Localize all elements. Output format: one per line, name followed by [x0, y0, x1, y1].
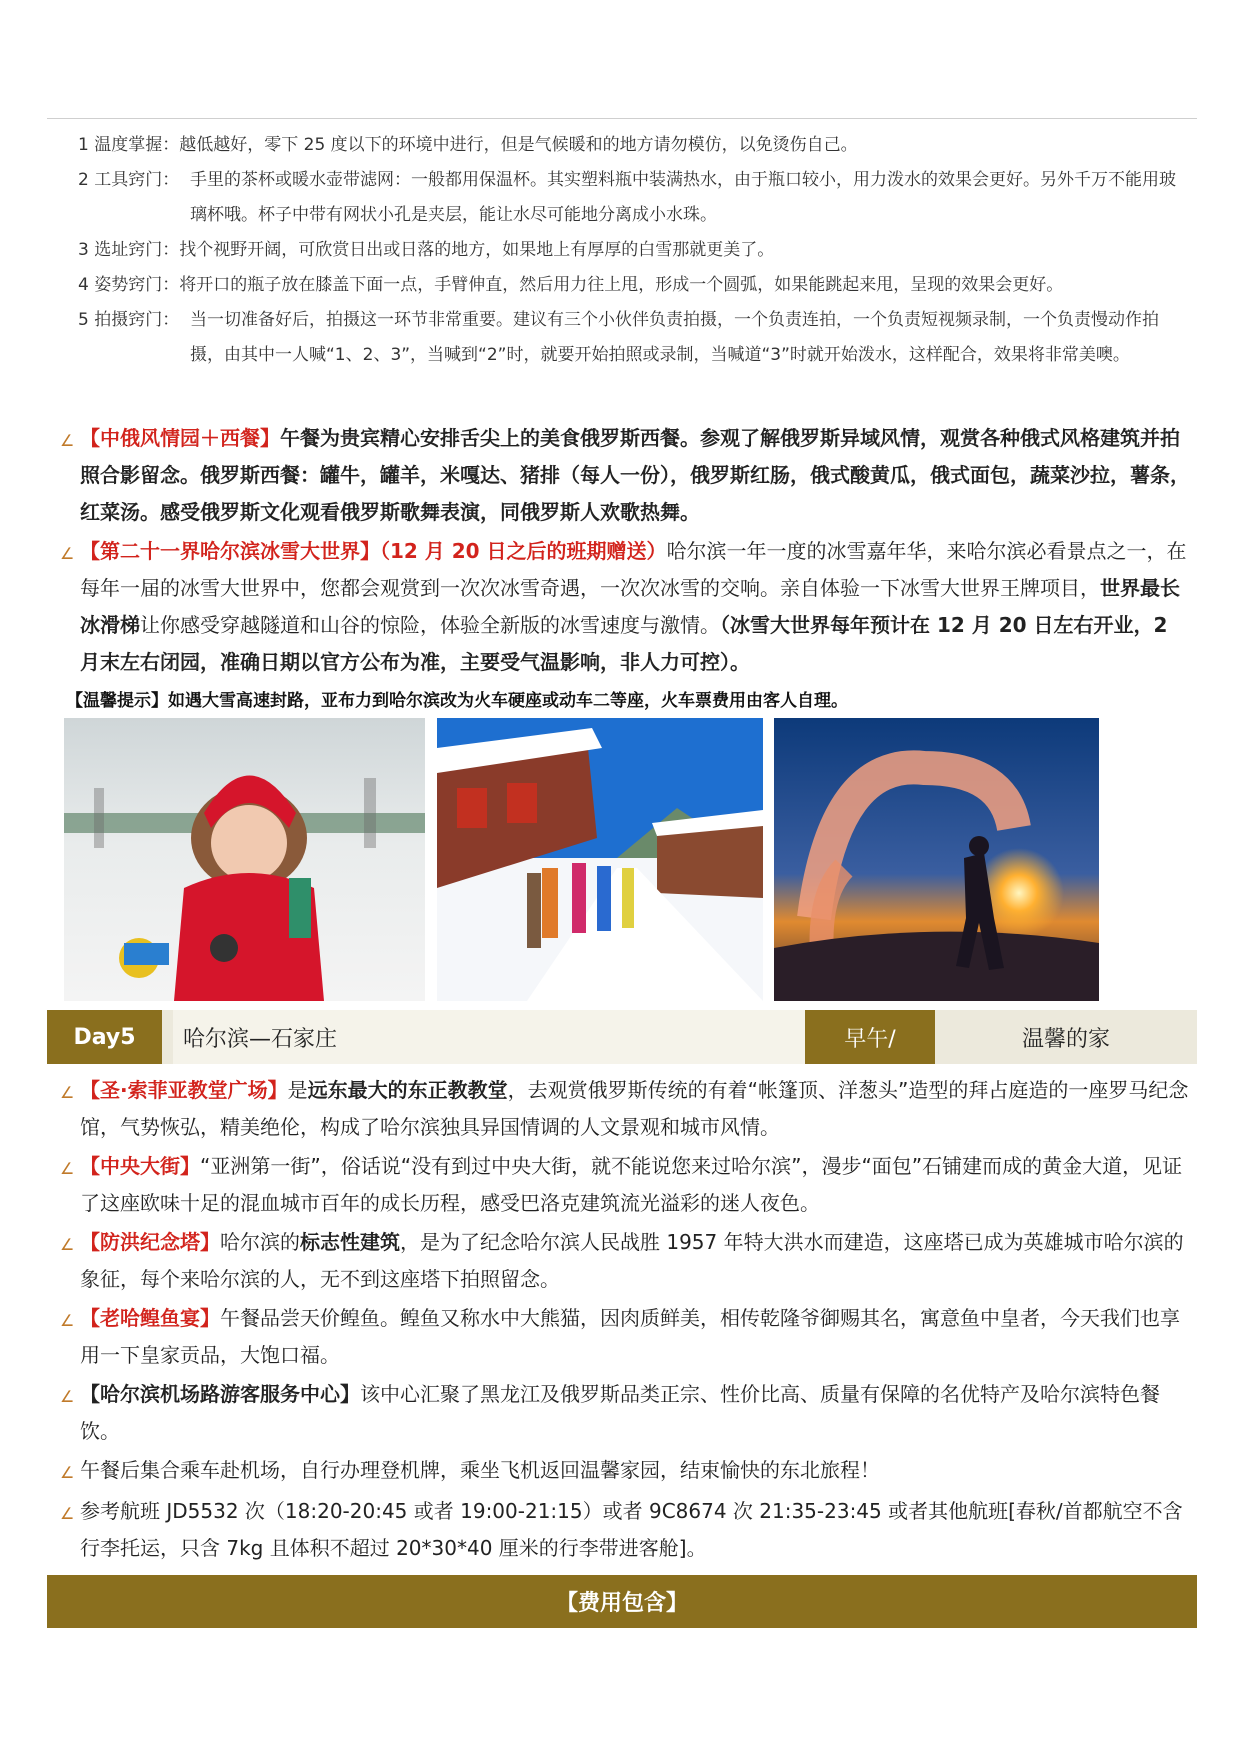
fee-section-header: 【费用包含】: [47, 1575, 1197, 1628]
item-text: [80, 1072, 1190, 1146]
day-hotel: 温馨的家: [1021, 1026, 1110, 1052]
item-body: ，是为了纪念哈尔滨人民战胜 1957 年特大洪水而建造，这座塔已成为英雄城市哈尔滨的象征，每个来哈尔滨的人，无不到这座塔下拍照留念。: [80, 1230, 1184, 1291]
list-item: [60, 1072, 1190, 1146]
angle-bullet-icon: ∠: [60, 431, 75, 450]
photo-boiling-water-splash: [774, 718, 1099, 1001]
list-item: [60, 1452, 1190, 1491]
angle-bullet-icon: ∠: [60, 1311, 75, 1330]
item-body: 让你感受穿越隧道和山谷的惊险，体验全新版的冰雪速度与激情。: [140, 613, 720, 637]
top-divider: [47, 118, 1197, 119]
tip-body: 找个视野开阔，可欣赏日出或日落的地方，如果地上有厚厚的白雪那就更美了。: [179, 240, 775, 260]
day-meals: 早午/: [805, 1010, 935, 1064]
list-item: [60, 420, 1190, 531]
tip-head: 1 温度掌握：: [78, 135, 180, 155]
tip-item: [78, 233, 1178, 268]
item-body: 该中心汇聚了黑龙江及俄罗斯品类正宗、性价比高、质量有保障的名优特产及哈尔滨特色餐饮。: [80, 1382, 1160, 1443]
item-body: 哈尔滨的: [220, 1230, 300, 1254]
tip-body: 越低越好，零下 25 度以下的环境中进行，但是气候暖和的地方请勿模仿，以免烫伤自己。: [179, 135, 858, 155]
tip-item: [78, 163, 1178, 233]
tip-head: 3 选址窍门：: [78, 240, 180, 260]
day-route: 哈尔滨—石家庄: [173, 1010, 843, 1064]
list-item: [60, 1300, 1190, 1374]
item-highlight: 远东最大的东正教教堂: [307, 1078, 508, 1102]
item-body: ，去观赏俄罗斯传统的有着“帐篷顶、洋葱头”造型的拜占庭造的一座罗马纪念馆，气势恢弘，精美绝伦，构成了哈尔滨独具异国情调的人文景观和城市风情。: [80, 1078, 1189, 1139]
item-text: 参考航班 JD5532 次（18:20-20:45 或者 19:00-21:15）或者 9C8674 次 21:35-23:45 或者其他航班[春秋/首都航空不含行李托运，只含 7kg 且体积不超过 20*30*40 厘米的行李带进客舱]。: [80, 1499, 1183, 1560]
tip-body: 手里的茶杯或暖水壶带滤网：一般都用保温杯。其实塑料瓶中装满热水，由于瓶口较小，用力泼水的效果会更好。另外千万不能用玻璃杯哦。杯子中带有网状小孔是夹层，能让水尽可能地分离成小水珠。: [190, 170, 1176, 225]
item-title: 【哈尔滨机场路游客服务中心】: [80, 1382, 360, 1406]
item-body: 午餐为贵宾精心安排舌尖上的美食俄罗斯西餐。参观了解俄罗斯异域风情，观赏各种俄式风格建筑并拍照合影留念。俄罗斯西餐：罐牛，罐羊，米嘎达、猪排（每人一份），俄罗斯红肠，俄式酸黄瓜，俄式面包，蔬菜沙拉，薯条，红菜汤。感受俄罗斯文化观看俄罗斯歌舞表演，同俄罗斯人欢歌热舞。: [80, 426, 1190, 524]
angle-bullet-icon: ∠: [60, 1463, 75, 1482]
angle-bullet-icon: ∠: [60, 1083, 75, 1102]
day5-items: [60, 1072, 1190, 1569]
item-note: （冰雪大世界每年预计在 12 月 20 日左右开业，2 月末左右闭园，准确日期以官方公布为准，主要受气温影响，非人力可控）。: [80, 613, 1168, 674]
list-item: [60, 1224, 1190, 1298]
item-body: 午餐品尝天价鳇鱼。鳇鱼又称水中大熊猫，因肉质鲜美，相传乾隆爷御赐其名，寓意鱼中皇者，今天我们也享用一下皇家贡品，大饱口福。: [80, 1306, 1180, 1367]
item-body: “亚洲第一街”，俗话说“没有到过中央大街，就不能说您来过哈尔滨”，漫步“面包”石铺建而成的黄金大道，见证了这座欧味十足的混血城市百年的成长历程，感受巴洛克建筑流光溢彩的迷人夜色。: [80, 1154, 1183, 1215]
angle-bullet-icon: ∠: [60, 1235, 75, 1254]
item-text: [80, 1300, 1190, 1374]
item-title: 【防洪纪念塔】: [80, 1230, 220, 1254]
photo-snow-village: [437, 718, 763, 1001]
angle-bullet-icon: ∠: [60, 544, 75, 563]
photo-child-in-snow: [64, 718, 425, 1001]
item-highlight: 标志性建筑: [300, 1230, 400, 1254]
item-body: 是: [287, 1078, 308, 1102]
list-item: [60, 1376, 1190, 1450]
item-text: [80, 1224, 1190, 1298]
tip-body: 当一切准备好后，拍摄这一环节非常重要。建议有三个小伙伴负责拍摄，一个负责连拍，一个负责短视频录制，一个负责慢动作拍摄，由其中一人喊“1、2、3”，当喊到“2”时，就要开始拍照或录制，当喊道“3”时就开始泼水，这样配合，效果将非常美噢。: [190, 310, 1159, 365]
item-body: 哈尔滨一年一度的冰雪嘉年华，来哈尔滨必看景点之一，在每年一届的冰雪大世界中，您都会观赏到一次次冰雪奇遇，一次次冰雪的交响。亲自体验一下冰雪大世界王牌项目，: [80, 539, 1187, 600]
item-title: 【第二十一界哈尔滨冰雪大世界】（12 月 20 日之后的班期赠送）: [80, 539, 667, 563]
angle-bullet-icon: ∠: [60, 1159, 75, 1178]
angle-bullet-icon: ∠: [60, 1504, 75, 1523]
item-text: [80, 533, 1190, 681]
day-label: Day5: [47, 1010, 162, 1064]
item-text: [80, 1148, 1190, 1222]
day4-items: [60, 420, 1190, 683]
water-splash-tips: [78, 128, 1178, 373]
item-title: 【中俄风情园＋西餐】: [80, 426, 280, 450]
tip-body: 将开口的瓶子放在膝盖下面一点，手臂伸直，然后用力往上甩，形成一个圆弧，如果能跳起来甩，呈现的效果会更好。: [179, 275, 1064, 295]
tip-head: 4 姿势窍门：: [78, 275, 180, 295]
item-text: 午餐后集合乘车赴机场，自行办理登机牌，乘坐飞机返回温馨家园，结束愉快的东北旅程！: [80, 1458, 880, 1482]
tip-item: [78, 268, 1178, 303]
item-title: 【圣·索菲亚教堂广场】: [80, 1078, 288, 1102]
warm-reminder: 【温馨提示】如遇大雪高速封路，亚布力到哈尔滨改为火车硬座或动车二等座，火车票费用由客人自理。: [66, 691, 848, 711]
item-text: [80, 420, 1190, 531]
day-header-bar: [47, 1010, 1197, 1064]
item-text: [80, 1376, 1190, 1450]
angle-bullet-icon: ∠: [60, 1387, 75, 1406]
tip-head: 2 工具窍门：: [78, 170, 180, 190]
tip-item: [78, 303, 1178, 373]
list-item: [60, 1148, 1190, 1222]
list-item: [60, 533, 1190, 681]
item-title: 【老哈鳇鱼宴】: [80, 1306, 220, 1330]
tip-item: [78, 128, 1178, 163]
list-item: [60, 1493, 1190, 1567]
tip-head: 5 拍摄窍门：: [78, 310, 180, 330]
item-highlight: 世界最长冰滑梯: [80, 576, 1180, 637]
item-title: 【中央大街】: [80, 1154, 200, 1178]
